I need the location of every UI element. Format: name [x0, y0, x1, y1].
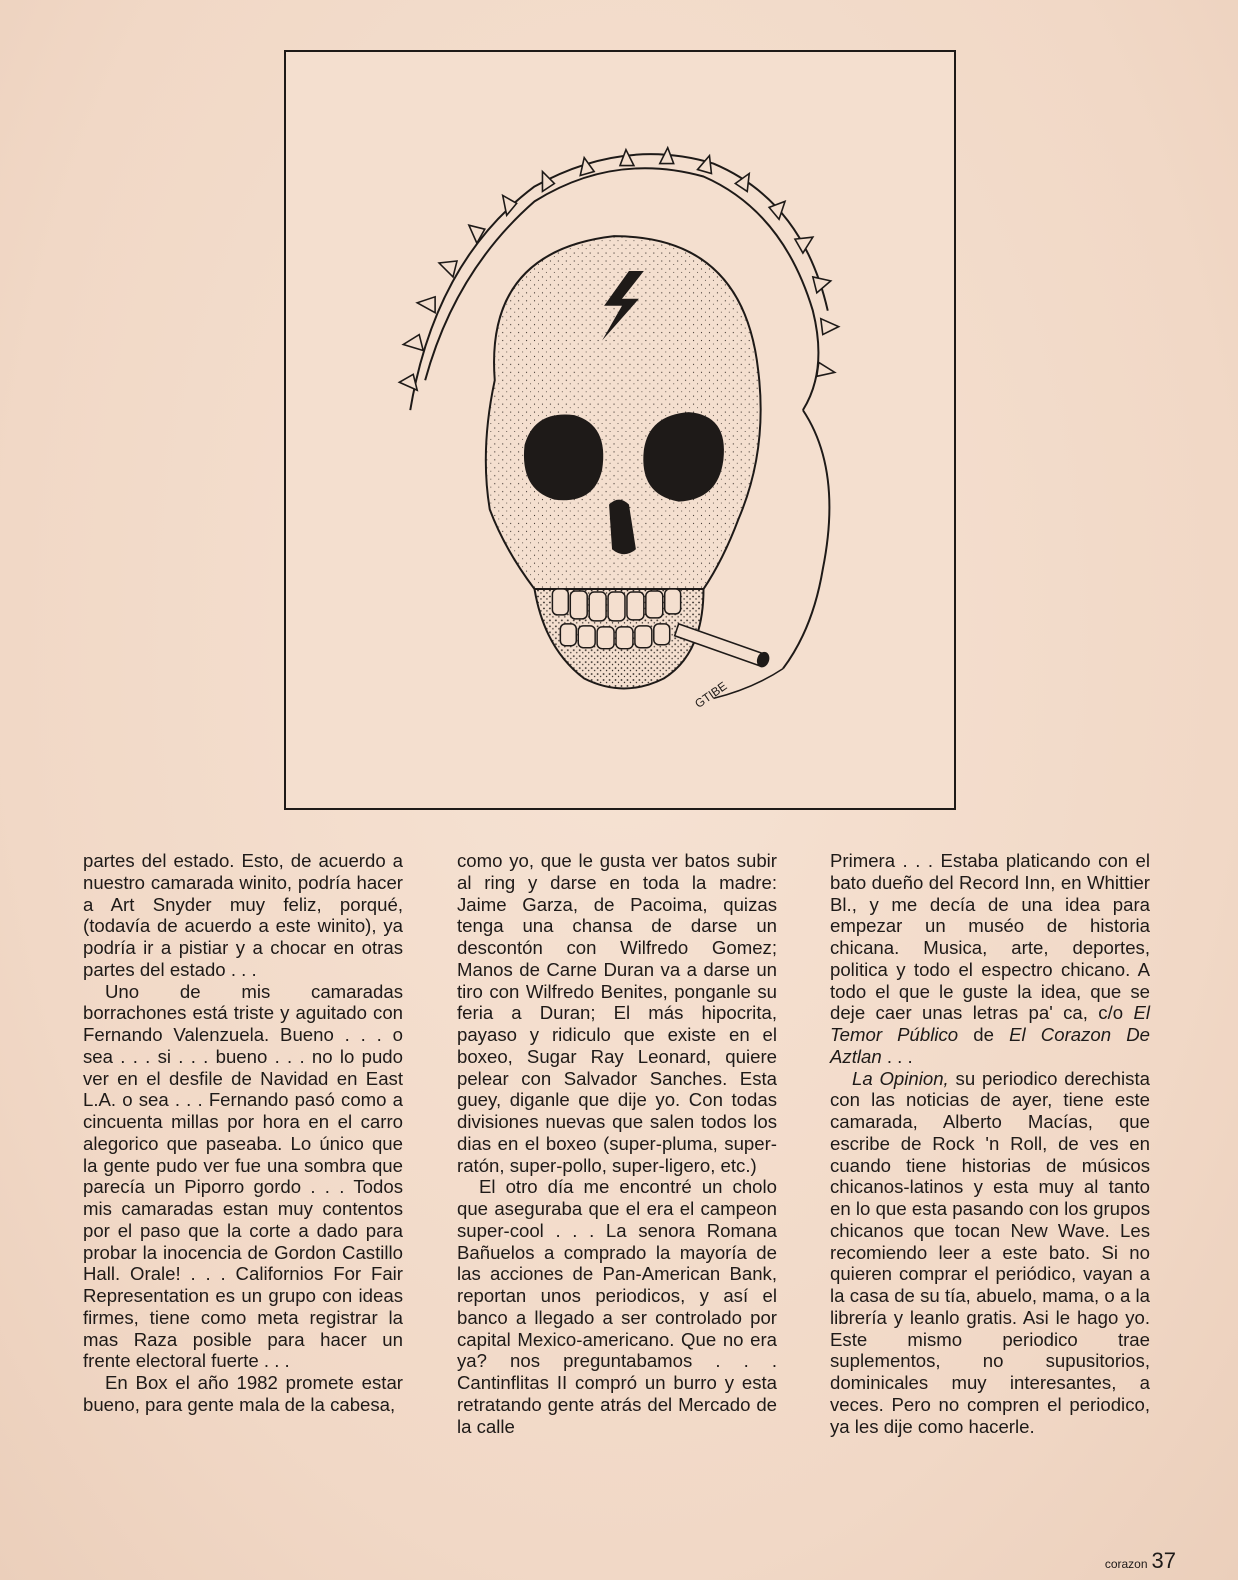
publication-name: El Temor Público	[830, 1002, 1150, 1045]
paragraph: Uno de mis camaradas borrachones está triste y aguitado con Fernando Valenzuela. Bueno . . . o sea . . . si . . . bueno . . . no lo pudo ver en el desfile de Navidad en East L.A. o sea . . . Fernando pasó como a cincuenta millas por hora en el carro alegorico que paseaba. Lo único que la gente pudo ver fue una sombra que parecía un Piporro gordo . . . Todos mis camaradas estan muy contentos por el paso que la corte a dado para probar la inocencia de Gordon Castillo Hall. Orale! . . . Californios For Fair Representation es un grupo con ideas firmes, tiene como meta registrar la mas Raza posible para hacer un frente electoral fuerte . . .	[83, 980, 403, 1372]
magazine-name: corazon	[1104, 1557, 1148, 1571]
text-run: de	[958, 1024, 1010, 1045]
text-column-3	[830, 850, 1150, 1437]
text-run: su periodico derechista con las noticias de ayer, tiene este camarada, Alberto Macías, que escribe de Rock 'n Roll, de ves en cuando tiene historias de músicos chicanos-latinos y esta muy al tanto en lo que esta pasando con los grupos chicanos que tocan New Wave. Les recomiendo leer a este bato. Si no quieren comprar el periódico, vayan a la casa de su tía, abuelo, mama, o a la librería y leanlo gratis. Asi le hago yo. Este mismo periodico trae suplementos, no supusitorios, dominicales muy interesantes, a veces. Pero no compren el periodico, ya les dije como hacerle.	[830, 1067, 1150, 1437]
text-run: Primera . . . Estaba platicando con el bato dueño del Record Inn, en Whittier Bl., y me decía de una idea para empezar un muséo de historia chicana. Musica, arte, deportes, politica y todo el espectro chicano. A todo el que le guste la idea, que se deje caer unas letras pa' ca, c/o	[830, 850, 1150, 1024]
paragraph: En Box el año 1982 promete estar bueno, para gente mala de la cabesa,	[83, 1372, 403, 1415]
publication-name: La Opinion,	[852, 1067, 949, 1089]
paragraph	[830, 1068, 1150, 1438]
paragraph: El otro día me encontré un cholo que aseguraba que el era el campeon super-cool . . . La senora Romana Bañuelos a comprado la mayoría de las acciones de Pan-American Bank, reportan unos periodicos, y así el banco a llegado a ser controlado por capital Mexico-americano. Que no era ya? nos preguntabamos . . . Cantinflitas II compró un burro y esta retratando gente atrás del Mercado de la calle	[457, 1176, 777, 1437]
paragraph: como yo, que le gusta ver batos subir al ring y darse en toda la madre: Jaime Garza, de Pacoima, quizas tenga una chansa de darse un descontón con Wilfredo Gomez; Manos de Carne Duran va a darse un tiro con Wilfredo Benites, ponganle su feria a Duran; El más hipocrita, payaso y ridiculo que existe en el boxeo, Sugar Ray Leonard, quiere pelear con Salvador Sanches. Esta guey, diganle que dije yo. Con todas divisiones nuevas que salen todos los dias en el boxeo (super-pluma, super-ratón, super-pollo, super-ligero, etc.)	[457, 850, 777, 1176]
paragraph: partes del estado. Esto, de acuerdo a nuestro camarada winito, podría hacer a Art Snyder muy feliz, porqué, (todavía de acuerdo a este winito), ya podría ir a pistiar y a chocar en otras partes del estado . . .	[83, 850, 403, 980]
page-number: 37	[1151, 1548, 1176, 1573]
publication-name: El Corazon De Aztlan	[830, 1024, 1150, 1067]
artist-signature: GTIBE	[692, 678, 730, 711]
paragraph	[830, 850, 1150, 1068]
text-column-1	[83, 850, 403, 1416]
illustration-frame	[284, 50, 956, 810]
skull-with-cigarette-illustration	[286, 52, 954, 808]
left-eye-socket	[524, 414, 603, 500]
text-run: . . .	[881, 1045, 913, 1067]
page-footer	[1105, 1548, 1176, 1574]
text-column-2	[457, 850, 777, 1437]
